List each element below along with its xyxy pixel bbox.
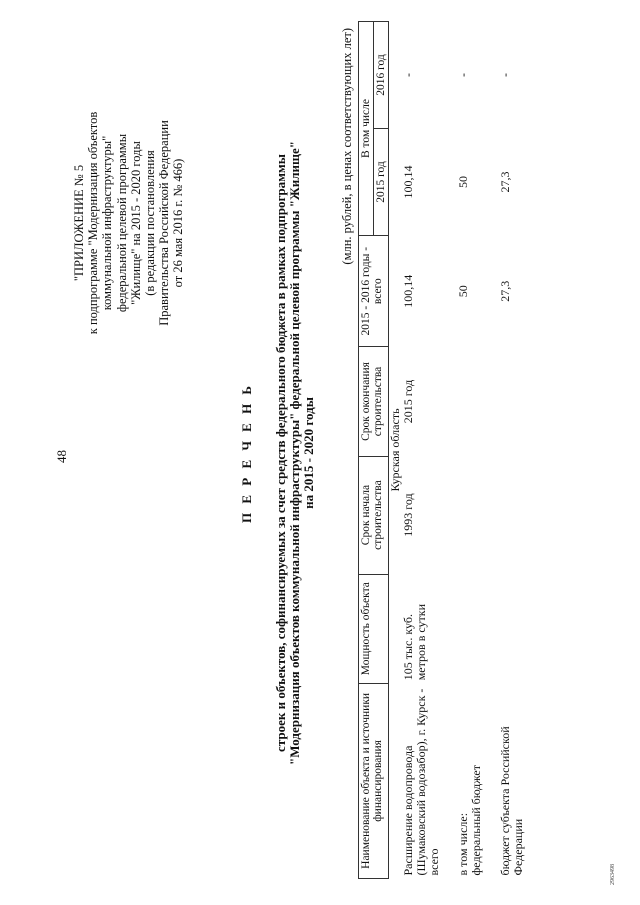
appendix-line: (в редакции постановления	[143, 150, 158, 296]
units-note: (млн. рублей, в ценах соответствующих лет)	[340, 28, 354, 265]
header-start: Срок начала строительства	[359, 456, 389, 574]
cell-total: 50	[456, 285, 470, 298]
header-total: 2015 - 2016 годы - всего	[359, 236, 389, 347]
appendix-line: от 26 мая 2016 г. № 466)	[171, 158, 186, 288]
cell-total: 100,14	[401, 274, 415, 308]
cell-start	[483, 456, 525, 574]
appendix-block	[72, 13, 186, 433]
appendix-line: "Жилище" на 2015 - 2020 годы	[128, 141, 143, 305]
appendix-line: коммунальной инфраструктуры"	[100, 135, 115, 311]
cell-name	[441, 683, 483, 878]
cell-capacity	[483, 574, 525, 683]
header-capacity: Мощность объекта	[359, 574, 389, 683]
title-line: "Модернизация объектов коммунальной инфраструктуры" федеральной целевой программы "Жилище"	[287, 140, 302, 766]
cell-capacity: 105 тыс. куб. метров в сутки	[401, 603, 428, 681]
cell-name: Расширение водопровода (Шумаковский водозабор), г. Курск - всего	[401, 688, 441, 876]
header-row	[359, 22, 374, 879]
cell-start	[441, 456, 483, 574]
cell-capacity	[441, 574, 483, 683]
region-name: Курская область	[388, 408, 402, 492]
region-row	[389, 22, 403, 879]
cell-total: 27,3	[498, 280, 512, 302]
header-name: Наименование объекта и источники финансирования	[359, 683, 389, 878]
cell-name-line: в том числе:	[456, 812, 470, 876]
objects-table	[358, 21, 525, 879]
footer-code: 2963498	[610, 864, 616, 885]
cell-2016: -	[498, 73, 512, 78]
rotated-content	[10, 13, 630, 893]
cell-start: 1993 год	[401, 493, 415, 537]
cell-name-line: федеральный бюджет	[469, 765, 483, 876]
title-line: на 2015 - 2020 годы	[301, 397, 316, 509]
cell-2015: 100,14	[401, 165, 415, 199]
cell-end: 2015 год	[401, 379, 415, 424]
page-number: 48	[54, 450, 69, 463]
header-end: Срок окончания строительства	[359, 347, 389, 456]
cell-end	[441, 347, 483, 456]
cell-2015: 27,3	[498, 171, 512, 193]
cell-name: бюджет субъекта Российской Федерации	[498, 726, 525, 876]
table-row	[402, 22, 441, 879]
document-title	[240, 13, 316, 893]
appendix-line: Правительства Российской Федерации	[157, 120, 172, 326]
appendix-line: федеральной целевой программы	[114, 133, 129, 313]
cell-2015: 50	[456, 176, 470, 189]
table-row	[441, 22, 483, 879]
header-2016: 2016 год	[374, 22, 389, 129]
title-heading: П Е Р Е Ч Е Н Ь	[239, 382, 254, 524]
header-2015: 2015 год	[374, 129, 389, 236]
cell-2016: -	[401, 73, 415, 78]
cell-2016: -	[456, 73, 470, 78]
table-row	[483, 22, 525, 879]
cell-end	[483, 347, 525, 456]
header-including: В том числе	[359, 22, 374, 236]
title-line: строек и объектов, софинансируемых за счет средств федерального бюджета в рамках подпрограммы	[273, 154, 288, 752]
appendix-line: "ПРИЛОЖЕНИЕ № 5	[72, 164, 86, 282]
appendix-line: к подпрограмме "Модернизация объектов	[86, 111, 101, 335]
